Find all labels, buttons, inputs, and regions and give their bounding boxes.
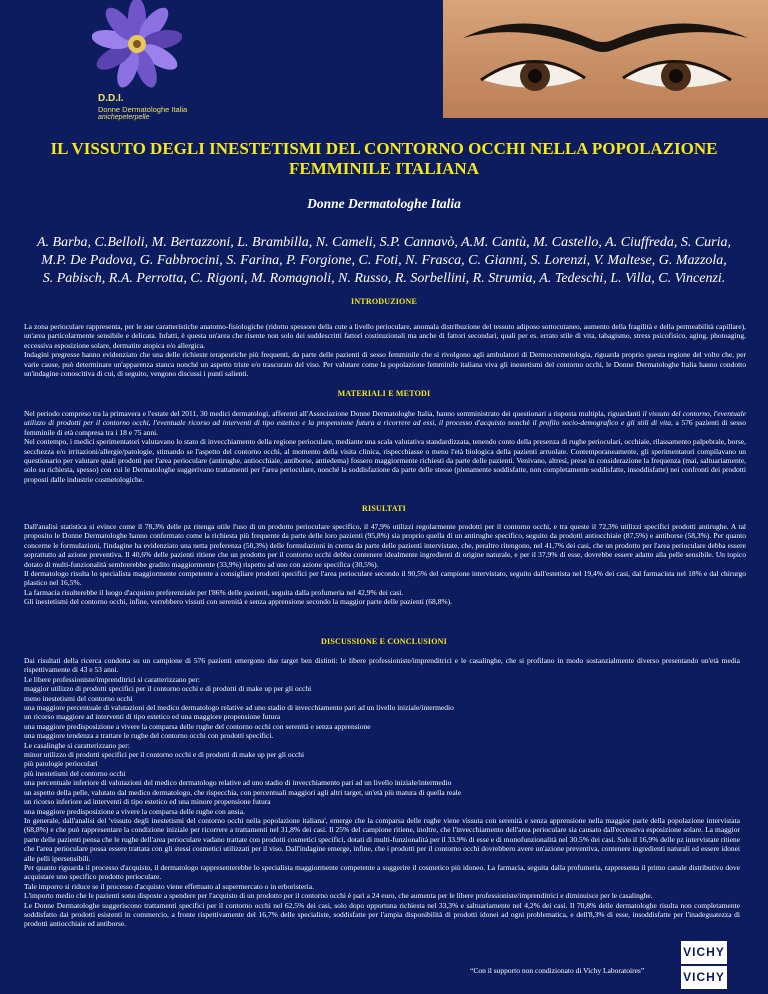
section-title-methods: MATERIALI E METODI [337,389,431,398]
ddi-logo [92,0,188,126]
vichy-logo: VICHY [681,941,727,964]
intro-body [24,322,746,378]
author-line: A. Barba, C.Belloli, M. Bertazzoni, L. Brambilla, N. Cameli, S.P. Cannavò, A.M. Cantù, M. Castello, A. Ciuffreda, S. Curia, [36,235,732,250]
discussion-paragraph: Le libere professioniste/imprenditrici si caratterizzano per: [24,674,200,684]
discussion-paragraph: una percentuale inferiore di valutazioni del medico dermatologo relative ad uno stadio di invecchiamento pari ad un livello iniziale/intermedio [24,778,452,788]
discussion-paragraph: Tale imporro si riduce se il processo d'acquisto viene effettuato al supermercato o in erboristeria. [24,881,314,891]
logo-tagline: anichepeterpelle [98,114,150,121]
methods-text: nonché [505,418,533,428]
results-paragraph: Il dermatologo risulta lo specialista maggiormente competente a consigliare prodotti specifici per l'area perioculare secondo il 90,5% del campione intervistato, seguito dall'estetista nel 19,4% dei casi, dal farmacista nel 18% e dal chirurgo plastico nel 16,5%. [24,569,746,588]
logo-name: D.D.I. [98,93,124,104]
flower-logo-icon [92,0,182,92]
section-title-results: RISULTATI [362,504,406,513]
section-title-intro: INTRODUZIONE [351,297,417,306]
methods-text-italic: il profilo socio-demografico e gli stili di vita, [532,418,673,428]
discussion-paragraph: Le casalinghe si caratterizzano per: [24,740,130,750]
methods-paragraph: Nel contempo, i medici sperimentatori valutavano lo stato di invecchiamento della regione perioculare, mediante una scala valutativa standardizzata, tenendo conto della presenza di rughe perioculari, occhiaie, rilassamento palpebrale, borse, secchezza e/o irritazioni/allergie/patologie, stimando se l'aspetto del contorno occhi, al momento della visita clinica, rispecchiasse o meno l'età biologica della pazienti arruolate. Contemporaneamente, gli sperimentatori compilavano un questionario per valutare quali prodotti per l'area perioculare (antirughe, antiocchiaie, antiborse, antiedema) fossero maggiormente richiesti da parte delle pazienti. Venivano, altresì, prese in considerazione la frequenza (mai, saltuariamente, solo su richiesta, spesso) con cui le Dermatologhe suggerivano trattamenti per l'area perioculare, nonché la soddisfazione da parte delle stesse (pienamente soddisfatte, non completamente soddisfatte, insoddisfatte) nei confronti dei prodotti proposti dalle industrie cosmetologiche. [24,437,746,484]
methods-text-italic: il vissuto del contorno, l'eventuale utilizzo di prodotti per il contorno occhi, l'eventuale ricorso ad interventi di tipo estetico e la propensione futura a ricorrere ad essi, il processo d'acquisto [24,409,746,428]
methods-text: Nel periodo compreso tra la primavera e l'estate del 2011, 30 medici dermatologi, afferenti all'Associazione Donne Dermatologhe Italia, hanno somministrato dei questionari a risposta multipla, riguardanti [24,409,643,418]
discussion-paragraph: Per quanto riguarda il processo d'acquisto, il dermatologo rappresenterebbe lo specialista maggiormente competente a suggerire il cosmetico più idoneo. La farmacia, seguita dalla profumeria, rappresenta il primo canale distributivo dove acquistare uno specifico prodotto perioculare. [24,862,740,882]
discussion-paragraph: una maggiore predisposizione a vivere la comparsa delle rughe del contorno occhi con serenità e senza apprensione [24,721,371,731]
author-line: S. Pabisch, R.A. Perrotta, C. Rigoni, M. Romagnoli, N. Russo, R. Sorbellini, R. Strumia, A. Tedeschi, L. Villa, C. Vincenzi. [42,271,726,286]
discussion-paragraph: Le Donne Dermatologhe suggeriscono trattamenti specifici per il contorno occhi nel 62,5% dei casi, solo dopo opportuna richiesta nel 33,3% e saltuariamente nel 4,2% dei casi. Il 70,8% delle dermatologhe risulta non completamente soddisfatto dai prodotti esistenti in commercio, a fronte rispettivamente del 16,7% delle specialiste, soddisfatte per l'ampia disponibilità di prodotti idonei ad ogni problematica, e dell'8,3% di esse, insoddisfatte per l'inadeguatezza di prodotti antiocchiaie ed antiborse. [24,900,740,929]
discussion-paragraph: una maggiore percentuale di valutazioni del medico dermatologo relative ad uno stadio di invecchiamento pari ad un livello iniziale/intermedio [24,703,454,713]
methods-text: a 576 pazienti di sesso femminile di età compresa tra i 18 e 75 anni. [24,418,746,437]
discussion-body [24,656,740,929]
results-body [24,522,746,607]
discussion-paragraph: In generale, dall'analisi del 'vissuto degli inestetismi del contorno occhi nella popolazione italiana', emerge che la comparsa delle rughe viene vissuta con serenità e senza apprensione nella maggior parte della popolazione intervistata (68,8%) e che può rappresentare la condizione iniziale per ricorrere a trattamenti nel 31,8% dei casi. Il 25% del campione ritiene, inoltre, che l'invecchiamento dell'area perioculare sia causato dall'eccessiva esposizione solare. La maggior parte delle pazienti pensa che le rughe dell'area perioculare vadano trattate con prodotti cosmetici specifici, dotati di multi-funzionalità per il 33.9% di esse e di monofunzionalità nel 30.5% dei casi. Solo il 16,9% delle pz intervistate ritiene che l'area perioculare possa essere trattata con gli stessi cosmetici utilizzati per il viso. Dall'indagine emerge, infine, che i prodotti per il contorno occhi dovrebbero avere un'azione preventiva, contenere ingredienti naturali ed essere idonei alle pelli ipersensibili. [24,815,740,863]
discussion-paragraph: meno inestetismi del contorno occhi [24,693,133,703]
vichy-logo: VICHY [681,966,727,989]
discussion-paragraph: un ricorso inferiore ad interventi di tipo estetico ed una minore propensione futura [24,797,271,807]
discussion-paragraph: più patologie perioculari [24,759,98,769]
discussion-paragraph: un aspetto della pelle, valutato dal medico dermatologo, che rispecchia, con percentuali maggiori agli altri target, un'età più matura di quella reale [24,787,462,797]
poster-subtitle: Donne Dermatologhe Italia [307,196,461,211]
discussion-paragraph: una maggiore predisposizione a vivere la comparsa delle rughe con ansia. [24,806,245,816]
discussion-paragraph: un ricorso maggiore ad interventi di tipo estetico ed una maggiore propensione futura [24,712,281,722]
discussion-paragraph: più inestetismi del contorno occhi [24,768,126,778]
logo-org: Donne Dermatologhe Italia [98,105,188,114]
author-list [10,234,758,288]
eyes-photo-image [443,0,768,130]
intro-paragraph: La zona perioculare rappresenta, per le sue caratteristiche anatomo-fisiologiche (ridotto spessore della cute a livello perioculare, anomala distribuzione del tessuto adiposo sottocutaneo, aumento della fragilità e della permeabilità capillare), un'area particolarmente sensibile e delicata. Infatti, è questa un'area che risente non solo dei suddescritti fattori costituzionali ma anche di fattori secondari, quali per es. errato stile di vita, tabagismo, stress psicofisico, aging, photoaging, eccessiva esposizione solare, dermatite atopica e/o allergica. [24,322,746,350]
discussion-paragraph: Dai risultati della ricerca condotta su un campione di 576 pazienti emergono due target ben distinti: le libere professioniste/imprenditrici e le casalinghe, che si profilano in modo sostanzialmente diverso presentando un'età media rispettivamente di 43 e 53 anni. [24,656,740,675]
discussion-paragraph: minor utilizzo di prodotti specifici per il contorno occhi e di prodotti di make up per gli occhi [24,750,305,760]
author-line: M.P. De Padova, G. Fabbrocini, S. Farina, P. Forgione, C. Foti, N. Frasca, C. Gianni, S. Lorenzi, V. Maltese, G. Mazzola, [41,253,727,268]
discussion-paragraph: L'importo medio che le pazienti sono disposte a spendere per l'acquisto di un prodotto per il contorno occhi è pari a 24 euro, che aumenta per le libere professioniste/imprenditrici e diminuisce per le casalinghe. [24,891,653,901]
results-paragraph: Gli inestetismi del contorno occhi, infine, verrebbero vissuti con serenità e senza apprensione secondo la maggior parte delle pazienti (68,8%). [24,597,452,607]
intro-paragraph: Indagini pregresse hanno evidenziato che una delle richieste terapeutiche più frequenti, da parte delle pazienti di sesso femminile che si rivolgono agli ambulatori di Dermocosmetologia, riguarda proprio questa regione del volto che, per varie cause, può determinare un'apparenza stanca nonché un aspetto triste e/o trascurato del viso. Per valutare come la popolazione femminile italiana viva gli inestetismi del contorno occhi, le Donne Dermatologhe Italia hanno condotto un'indagine conoscitiva di cui, di seguito, vengono discussi i punti salienti. [24,350,746,379]
discussion-paragraph: una maggiore tendenza a trattare le rughe del contorno occhi con prodotti specifici. [24,731,274,741]
discussion-paragraph: maggior utilizzo di prodotti specifici per il contorno occhi e di prodotti di make up per gli occhi [24,684,312,694]
methods-paragraph [24,409,746,437]
sponsor-note: “Con il supporto non condizionato di Vichy Laboratoires” [470,966,645,975]
methods-body [24,409,746,484]
title-line-2: FEMMINILE ITALIANA [288,159,479,178]
section-title-discussion: DISCUSSIONE E CONCLUSIONI [321,637,447,646]
results-paragraph: La farmacia risulterebbe il luogo d'acquisto preferenziale per l'86% delle pazienti, seguita dalla profumeria nel 42,9% dei casi. [24,587,404,597]
poster-title [0,139,768,179]
results-paragraph: Dall'analisi statistica si evince come il 78,3% delle pz ritenga utile l'uso di un prodotto perioculare specifico, il 47,9% utilizzi regolarmente prodotti per il contorno occhi, e tra queste il 72,3% utilizzi specifici prodotti antirughe. A tal proposito le Donne Dermatologhe hanno confermato come la richiesta più frequente da parte delle loro pazienti (95,8%) sia proprio quella di un antirughe specifico, seguito da prodotti antiocchiaie (87,5%) e antiborse (58,3%). Per quanto concerne le formulazioni, l'indagine ha evidenziato una netta preferenza (50,3%) delle formulazioni in crema da parte delle pazienti intervistate, che, peraltro ritengono, nel 41,7% dei casi, che un prodotto per l'area perioculare debba essere soprattutto ad azione preventiva. Il 40,6% delle pazienti ritiene che un prodotto per il contorno occhi debba contenere idealmente ingredienti di origine naturale, e per il 37,9% di esse, dovrebbe essere adatto alla pelle sensibile. Un topico dotato di multi-funzionalità sembrerebbe gradito maggiormente (33,9%) rispetto ad uno con azione specifica (30,5%). [24,522,746,569]
title-line-1: IL VISSUTO DEGLI INESTETISMI DEL CONTORNO OCCHI NELLA POPOLAZIONE [50,139,718,158]
